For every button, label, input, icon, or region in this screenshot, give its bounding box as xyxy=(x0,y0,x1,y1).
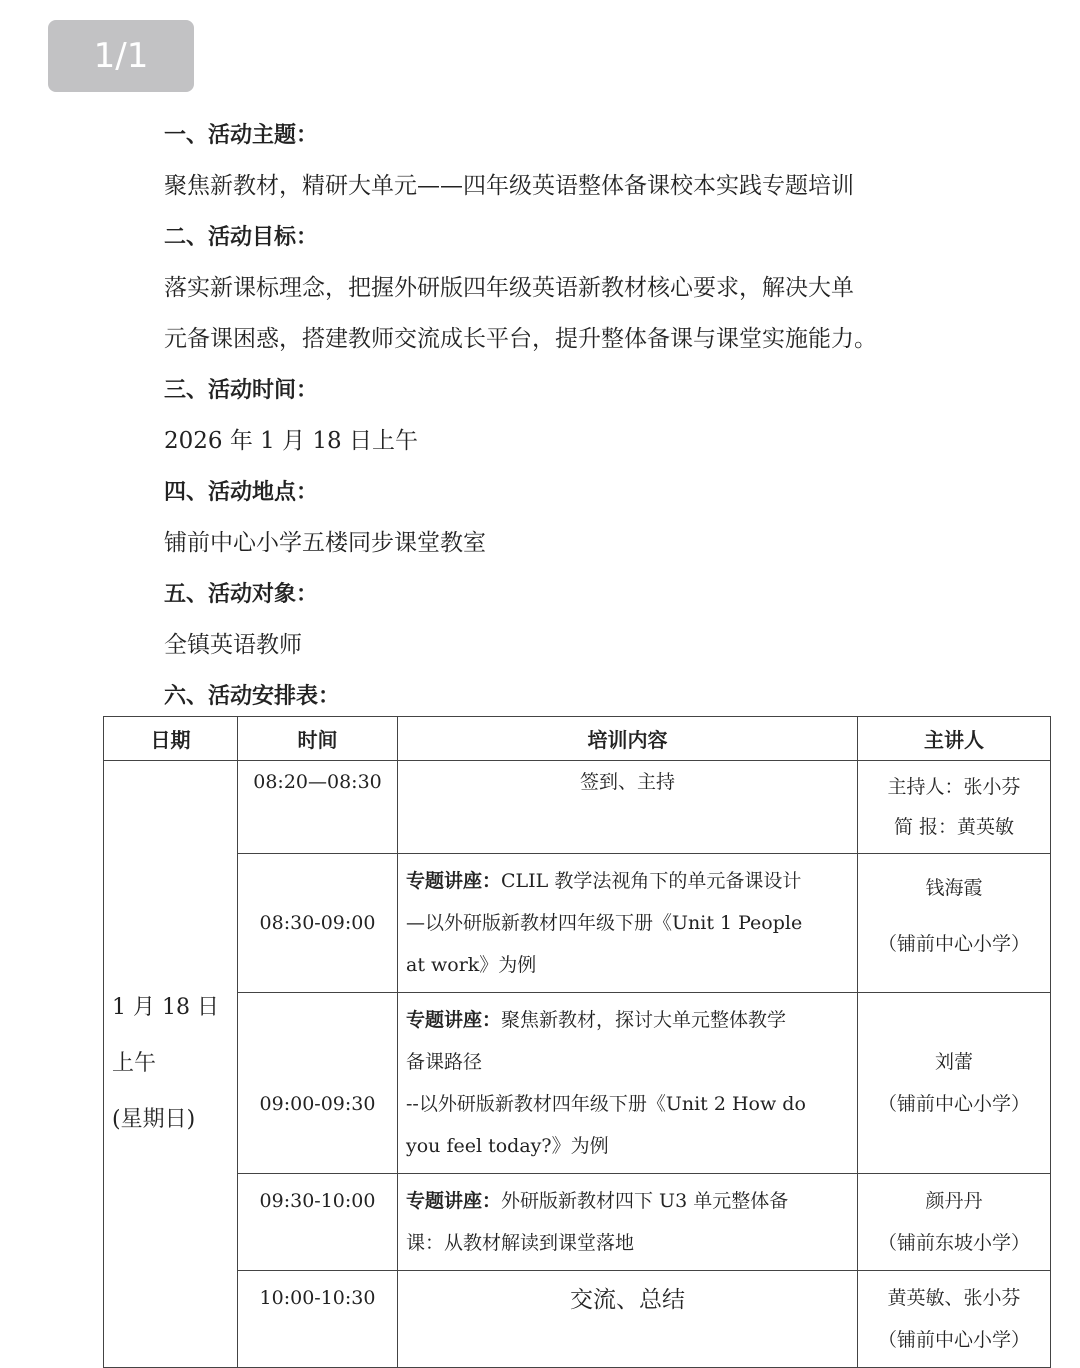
content-cell: 签到、主持 xyxy=(398,761,858,854)
speaker-name: 钱海霞 xyxy=(925,877,983,899)
date-cell xyxy=(104,761,238,1368)
content-label: 专题讲座： xyxy=(406,1190,502,1212)
speaker-name: 刘蕾 xyxy=(934,1051,973,1073)
header-content: 培训内容 xyxy=(398,717,858,761)
speaker-school: （铺前中心小学） xyxy=(877,1093,1030,1115)
content-line: --以外研版新教材四年级下册《Unit 2 How do xyxy=(406,1093,806,1115)
content-line: 备课路径 xyxy=(406,1051,483,1073)
speaker-line: 简 报：黄英敏 xyxy=(893,816,1015,838)
section-heading: 一、活动主题： xyxy=(164,123,319,148)
table-row xyxy=(104,1271,1051,1368)
table-row xyxy=(104,854,1051,993)
speaker-school: （铺前东坡小学） xyxy=(877,1232,1030,1254)
speaker-school: （铺前中心小学） xyxy=(877,933,1030,955)
content-line: 课：从教材解读到课堂落地 xyxy=(406,1232,635,1254)
section-heading: 三、活动时间： xyxy=(164,378,319,403)
content-line: at work》为例 xyxy=(406,954,537,976)
speaker-school: （铺前中心小学） xyxy=(877,1329,1030,1351)
section-text: 2026 年 1 月 18 日上午 xyxy=(164,428,418,454)
speaker-cell xyxy=(858,1174,1051,1271)
content-label: 专题讲座： xyxy=(406,870,502,892)
section-heading: 四、活动地点： xyxy=(164,480,319,505)
section-heading: 五、活动对象： xyxy=(164,582,319,607)
section-text: 落实新课标理念，把握外研版四年级英语新教材核心要求，解决大单 xyxy=(164,275,854,301)
header-date: 日期 xyxy=(104,717,238,761)
date-text: 1 月 18 日 xyxy=(112,995,219,1020)
date-weekday: (星期日) xyxy=(112,1107,196,1132)
speaker-cell xyxy=(858,993,1051,1174)
time-cell: 08:20—08:30 xyxy=(238,761,398,854)
section-text: 铺前中心小学五楼同步课堂教室 xyxy=(164,530,486,556)
section-text: 聚焦新教材，精研大单元——四年级英语整体备课校本实践专题培训 xyxy=(164,173,854,199)
content-cell xyxy=(398,1174,858,1271)
schedule-table xyxy=(103,716,1051,1368)
time-cell: 08:30-09:00 xyxy=(238,854,398,993)
content-line: —以外研版新教材四年级下册《Unit 1 People xyxy=(406,912,803,934)
table-row xyxy=(104,1174,1051,1271)
speaker-cell xyxy=(858,1271,1051,1368)
time-cell: 10:00-10:30 xyxy=(238,1271,398,1368)
document-body xyxy=(164,110,964,722)
page-indicator: 1/1 xyxy=(48,20,194,92)
speaker-name: 黄英敏、张小芬 xyxy=(887,1287,1021,1309)
content-line: 外研版新教材四下 U3 单元整体备 xyxy=(501,1190,789,1212)
speaker-cell xyxy=(858,761,1051,854)
section-heading: 二、活动目标： xyxy=(164,225,319,250)
time-cell: 09:00-09:30 xyxy=(238,993,398,1174)
section-text: 全镇英语教师 xyxy=(164,632,302,658)
content-cell: 交流、总结 xyxy=(398,1271,858,1368)
section-text: 元备课困惑，搭建教师交流成长平台，提升整体备课与课堂实施能力。 xyxy=(164,326,877,352)
speaker-cell xyxy=(858,854,1051,993)
header-speaker: 主讲人 xyxy=(858,717,1051,761)
content-line: 聚焦新教材，探讨大单元整体教学 xyxy=(501,1009,787,1031)
content-label: 专题讲座： xyxy=(406,1009,502,1031)
speaker-name: 颜丹丹 xyxy=(925,1190,983,1212)
section-heading: 六、活动安排表： xyxy=(164,684,341,709)
content-cell xyxy=(398,993,858,1174)
time-cell: 09:30-10:00 xyxy=(238,1174,398,1271)
table-row xyxy=(104,993,1051,1174)
header-time: 时间 xyxy=(238,717,398,761)
speaker-line: 主持人：张小芬 xyxy=(887,776,1021,798)
content-line: CLIL 教学法视角下的单元备课设计 xyxy=(501,870,802,892)
date-period: 上午 xyxy=(112,1051,157,1076)
table-header-row xyxy=(104,717,1051,761)
content-line: you feel today?》为例 xyxy=(406,1135,609,1157)
table-row xyxy=(104,761,1051,854)
content-cell xyxy=(398,854,858,993)
